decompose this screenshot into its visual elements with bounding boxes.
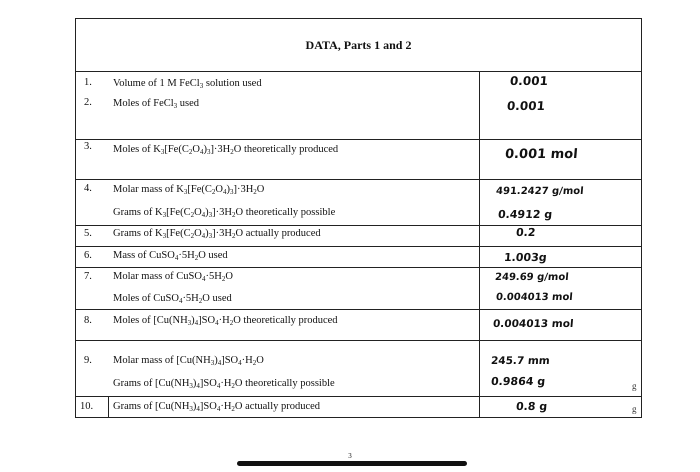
answer-text: 1.003g — [503, 251, 548, 264]
row-label: Molar mass of $[Cu(NH_3)_4]SO_4\cdot H_2O$ — [113, 355, 264, 367]
row-divider — [76, 267, 641, 268]
row-label: Moles of $CuSO_4\cdot 5H_2O$ used — [113, 293, 232, 305]
row-number: 10. — [80, 401, 94, 412]
row-number: 2. — [84, 97, 92, 108]
answer-text: 0.001 — [509, 74, 549, 88]
answer-text: 0.004013 mol — [495, 292, 574, 303]
row-number: 4. — [84, 183, 92, 194]
table-title: DATA, Parts 1 and 2 — [305, 38, 412, 52]
row-number: 5. — [84, 228, 92, 239]
row-label: Molar mass of $CuSO_4\cdot 5H_2O$ — [113, 271, 233, 283]
answer-text: 491.2427 g/mol — [495, 186, 584, 197]
column-divider — [479, 71, 480, 417]
row-divider — [76, 340, 641, 341]
row-divider — [76, 71, 641, 72]
answer-text: 0.9864 g — [490, 375, 546, 388]
row-number: 9. — [84, 355, 92, 366]
home-indicator-bar[interactable] — [237, 461, 467, 466]
column-divider — [108, 396, 109, 417]
row-divider — [76, 225, 641, 226]
row-number: 7. — [84, 271, 92, 282]
answer-text: 0.2 — [515, 226, 537, 239]
row-label: Molar mass of $K_3[Fe(C_2O_4)_3]\cdot 3H_2O$ — [113, 184, 265, 196]
row-label: Volume of 1 M FeCl$_3$ solution used — [113, 78, 262, 90]
row-label: Grams of $[Cu(NH_3)_4]SO_4\cdot H_2O$ actually produced — [113, 401, 321, 413]
row-divider — [76, 396, 641, 397]
row-label: Mass of $CuSO_4\cdot 5H_2O$ used — [113, 250, 228, 262]
row-number: 8. — [84, 315, 92, 326]
unit-label: g — [632, 404, 637, 414]
row-divider — [76, 246, 641, 247]
row-divider — [76, 179, 641, 180]
row-divider — [76, 139, 641, 140]
row-label: Grams of $K_3[Fe(C_2O_4)_3]\cdot 3H_2O$ actually produced — [113, 228, 321, 240]
answer-text: 0.4912 g — [497, 208, 553, 221]
answer-text: 245.7 mm — [490, 355, 551, 367]
row-label: Grams of $K_3[Fe(C_2O_4)_3]\cdot 3H_2O$ theoretically possible — [113, 207, 336, 219]
row-label: Moles of $K_3[Fe(C_2O_4)_3]\cdot 3H_2O$ theoretically produced — [113, 144, 339, 156]
row-label: Moles of $[Cu(NH_3)_4]SO_4\cdot H_2O$ theoretically produced — [113, 315, 338, 327]
row-label: Grams of $[Cu(NH_3)_4]SO_4\cdot H_2O$ theoretically possible — [113, 378, 335, 390]
answer-text: 0.8 g — [515, 400, 548, 413]
answer-text: 0.001 — [506, 99, 546, 113]
page-number: 3 — [348, 452, 352, 460]
answer-text: 249.69 g/mol — [494, 272, 570, 283]
row-number: 3. — [84, 141, 92, 152]
answer-text: 0.001 mol — [504, 147, 579, 162]
row-divider — [76, 309, 641, 310]
answer-text: 0.004013 mol — [492, 318, 575, 330]
row-label: Moles of FeCl$_3$ used — [113, 98, 200, 110]
row-number: 1. — [84, 77, 92, 88]
row-number: 6. — [84, 250, 92, 261]
unit-label: g — [632, 381, 637, 391]
